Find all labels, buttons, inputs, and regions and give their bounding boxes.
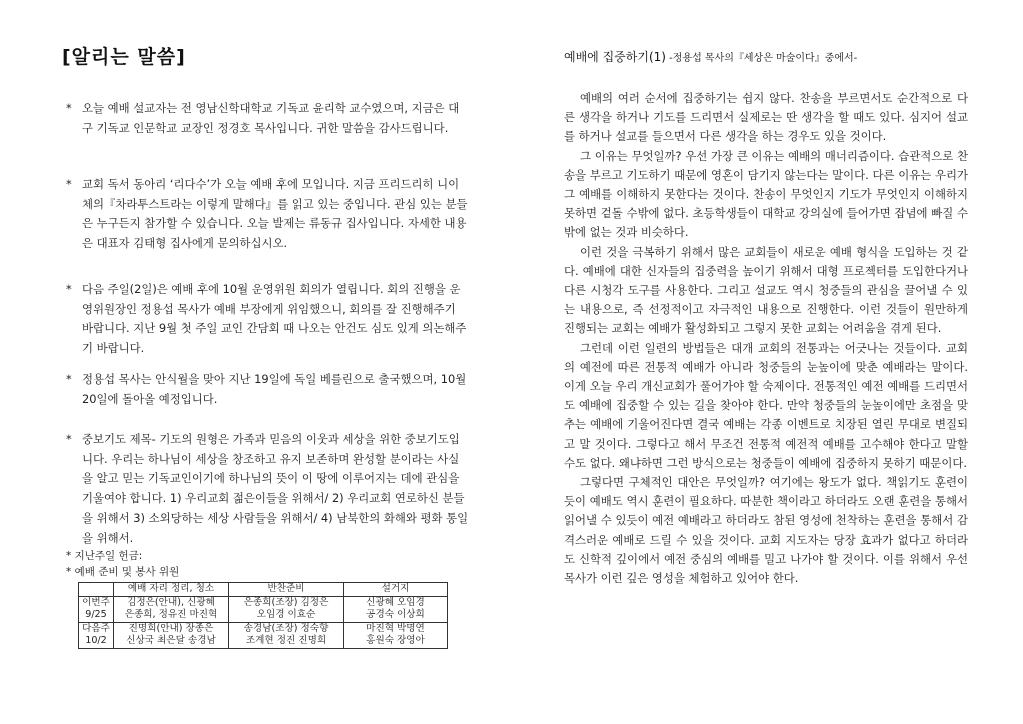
table-cell — [114, 622, 229, 648]
cell-line: 홍원숙 장영아 — [366, 635, 425, 646]
cell-line: 김정은(안내), 신광혜 — [127, 596, 215, 608]
notice-item — [66, 175, 470, 254]
notice-text: 오늘 예배 설교자는 전 영남신학대학교 기독교 윤리학 교수였으며, 지금은 대구 기독교 인문학교 교장인 정경호 목사입니다. 귀한 말씀을 감사드립니다. — [82, 101, 460, 135]
article-paragraph: 그런데 이런 일련의 방법들은 대개 교회의 전통과는 어긋나는 것들이다. 교회의 예전에 따른 전통적 예배가 아니라 청중들의 눈높이에 맞춘 예배라는 말이다. 이게 오늘 우리 개신교회가 풀어가야 할 숙제이다. 전통적인 예전 예배를 드리면서도 예배에 집중할 수 있는 길을 찾아야 한다. 만약 청중들의 눈높이에만 초점을 맞추는 예배에 기울어진다면 결국 예배는 각종 이벤트로 치장된 열린 무대로 변질되고 말 것이다. 그렇다고 해서 무조건 전통적 예전적 예배를 고수해야 한다고 말할 수도 없다. 왜냐하면 그런 방식으로는 청중들이 예배에 집중하지 못하기 때문이다. — [564, 340, 968, 470]
cell-line: 오임경 이효순 — [256, 609, 316, 620]
cell-line: 조계현 정진 진명희 — [245, 635, 327, 646]
table-header: 예배 자리 정리, 청소 — [114, 583, 229, 597]
table-cell — [114, 596, 229, 622]
offering-label: * 지난주일 헌금: — [66, 550, 143, 562]
article-subtitle: -정용섭 목사의『세상은 마술이다』중에서- — [665, 53, 858, 64]
cell-line: 신상국 최은달 송경남 — [126, 635, 216, 646]
article-body — [564, 89, 968, 588]
notice-item — [66, 370, 470, 409]
table-cell — [344, 596, 448, 622]
cell-line: 은종희(조장) 김정은 — [243, 596, 329, 608]
bullet: * — [66, 432, 72, 446]
table-header-row — [79, 583, 448, 597]
cell-line: 은종희, 정유진 마진혁 — [124, 609, 218, 620]
table-row — [79, 596, 448, 622]
article-paragraph: 예배의 여러 순서에 집중하기는 쉽지 않다. 찬송을 부르면서도 순간적으로 다른 생각을 하거나 기도를 드리면서 실제로는 딴 생각을 할 때도 있다. 심지어 설교를 하거나 설교를 들으면서 다른 생각을 하는 경우도 있을 것이다. — [564, 91, 968, 144]
notice-text: 다음 주일(2일)은 예배 후에 10월 운영위원 회의가 열립니다. 회의 진행을 운영위원장인 정용섭 목사가 예배 부장에게 위임했으니, 회의를 잘 진행해주기 바랍니다. 지난 9월 첫 주일 교인 간담회 때 나오는 안건도 심도 있게 의논해주기 바랍니다. — [82, 282, 467, 356]
notice-item — [66, 430, 470, 548]
table-cell — [79, 596, 114, 622]
week-date: 10/2 — [85, 635, 107, 646]
left-page — [0, 0, 511, 724]
table-cell — [79, 622, 114, 648]
notice-text: 정용섭 목사는 안식월을 맞아 지난 19일에 독일 베를린으로 출국했으며, 10월20일에 돌아올 예정입니다. — [82, 372, 467, 406]
table-header: 설거지 — [344, 583, 448, 597]
bullet: * — [66, 177, 72, 191]
week-date: 9/25 — [85, 609, 107, 620]
bullet: * — [66, 101, 72, 115]
duty-label: * 예배 준비 및 봉사 위원 — [66, 566, 180, 578]
table-cell — [344, 622, 448, 648]
notice-text: 중보기도 제목- 기도의 원형은 가족과 믿음의 이웃과 세상을 위한 중보기도입니다. 우리는 하나님이 세상을 창조하고 유지 보존하며 완성할 분이라는 사실을 알고 믿는 기독교인이기에 하나님의 뜻이 이 땅에 이루어지는 데에 관심을 기울여야 합니다. 1) 우리교회 젊은이들을 위해서/ 2) 우리교회 연로하신 분들을 위해서 3) 소외당하는 세상 사람들을 위해서/ 4) 남북한의 화해와 평화 통일을 위해서. — [82, 432, 469, 545]
notice-item — [66, 99, 470, 138]
cell-line: 송경남(조장) 정숙향 — [243, 622, 329, 634]
notice-item — [66, 280, 470, 359]
article-paragraph: 그렇다면 구체적인 대안은 무엇일까? 여기에는 왕도가 없다. 책읽기도 훈련이듯이 예배도 역시 훈련이 필요하다. 따분한 책이라고 하더라도 오랜 훈련을 통해서 읽어낼 수 있듯이 예전 예배라고 하더라도 참된 영성에 천착하는 훈련을 통해서 감격스러운 예배로 드릴 수 있을 것이다. 교회 지도자는 당장 효과가 없다고 하더라도 신학적 깊이에서 예전 중심의 예배를 밀고 나가야 할 것이다. 이를 위해서 우선 목사가 이런 깊은 영성을 체험하고 있어야 한다. — [564, 475, 968, 586]
notice-text: 교회 독서 동아리 ‘리다수’가 오늘 예배 후에 모입니다. 지금 프리드리히 니이체의『차라투스트라는 이렇게 말해다』를 읽고 있는 중입니다. 관심 있는 분들은 누구든지 참가할 수 있습니다. 오늘 발제는 류동규 집사입니다. 자세한 내용은 대표자 김태형 집사에게 문의하십시오. — [82, 177, 468, 251]
article-paragraph: 그 이유는 무엇일까? 우선 가장 큰 이유는 예배의 매너리즘이다. 습관적으로 찬송을 부르고 기도하기 때문에 영혼이 담기지 않는다는 말이다. 다른 이유는 우리가 그 예배를 이해하지 못한다는 것이다. 찬송이 무엇인지 기도가 무엇인지 이해하지 못하면 겉돌 수밖에 없다. 초등학생들이 대학교 강의실에 들어가면 잡념에 빠질 수밖에 없는 것과 비슷하다. — [564, 148, 968, 240]
week-label: 이번주 — [82, 596, 110, 608]
article-title — [564, 48, 857, 65]
article-paragraph: 이런 것을 극복하기 위해서 많은 교회들이 새로운 예배 형식을 도입하는 것 같다. 예배에 대한 신자들의 집중력을 높이기 위해서 대형 프로젝터를 도입한다거나 다른 시청각 도구를 사용한다. 그리고 설교도 역시 청중들의 관심을 끌어낼 수 있는 내용으로, 즉 선정적이고 자극적인 내용으로 진행한다. 이런 것들이 원만하게 진행되는 교회는 예배가 활성화되고 그렇지 못한 교회는 어려움을 겪게 된다. — [564, 244, 968, 336]
duty-table — [78, 582, 448, 649]
table-header — [79, 583, 114, 597]
announcements-heading: [알리는 말씀] — [62, 46, 186, 68]
table-header: 반찬준비 — [229, 583, 344, 597]
cell-line: 공경숙 이상희 — [366, 609, 425, 620]
article-title-main: 예배에 집중하기(1) — [564, 50, 666, 64]
table-cell — [229, 622, 344, 648]
table-cell — [229, 596, 344, 622]
bullet: * — [66, 282, 72, 296]
week-label: 다음주 — [82, 622, 110, 634]
table-row — [79, 622, 448, 648]
cell-line: 마진혁 박명연 — [366, 622, 425, 634]
bullet: * — [66, 372, 72, 386]
cell-line: 신광혜 오임경 — [366, 596, 425, 608]
cell-line: 진명희(안내) 장종은 — [128, 622, 214, 634]
